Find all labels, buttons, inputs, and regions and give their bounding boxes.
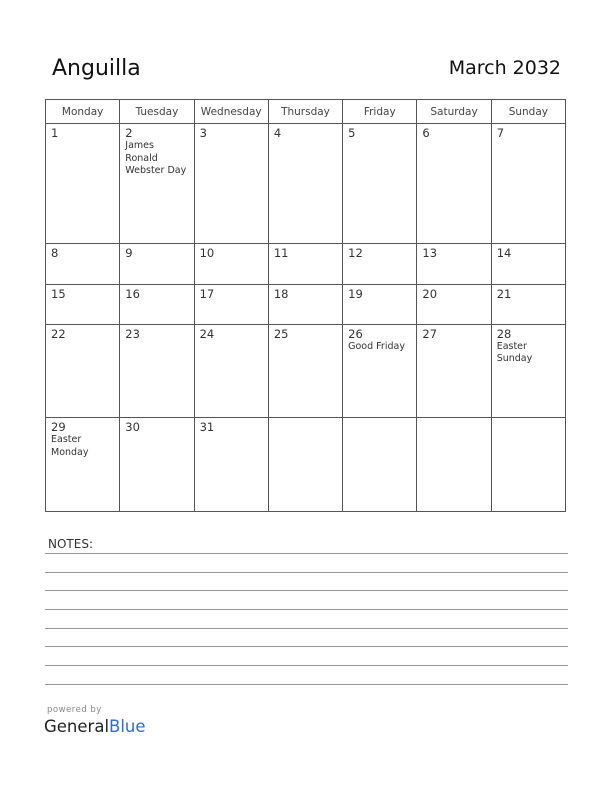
day-number: 22 [51,326,66,341]
note-line [45,628,568,629]
holiday-label: Sunday [496,353,533,365]
note-line [45,684,568,685]
day-cell[interactable] [194,324,268,418]
day-number: 7 [496,126,505,140]
notes-label: NOTES: [48,537,93,551]
day-number: 5 [348,126,356,140]
day-number: 6 [422,126,430,140]
holiday-label: Good Friday [348,340,405,352]
day-cell[interactable] [120,324,194,418]
day-number: 9 [125,246,133,261]
day-number: 14 [496,246,512,261]
holiday-label: Monday [51,446,89,458]
note-line [45,609,568,610]
day-number: 4 [273,126,282,140]
day-cell[interactable] [417,418,491,512]
day-number: 2 [125,126,133,140]
day-cell[interactable] [343,284,417,324]
day-number: 26 [348,326,363,341]
day-cell[interactable] [46,244,120,284]
day-number: 17 [199,286,215,301]
day-cell[interactable] [120,284,194,324]
day-cell[interactable] [268,124,342,244]
week-row [46,418,566,512]
day-number: 10 [199,246,215,261]
day-number: 23 [125,326,140,341]
day-cell[interactable] [491,244,565,284]
note-line [45,590,568,591]
day-cell[interactable] [194,244,268,284]
powered-by-text: powered by [47,705,102,715]
day-cell[interactable] [417,324,491,418]
day-number: 1 [51,126,59,140]
day-cell[interactable] [417,284,491,324]
day-number: 30 [125,420,140,435]
day-cell[interactable] [268,418,342,512]
day-number: 3 [199,126,207,140]
day-number: 12 [348,246,363,261]
day-cell[interactable] [417,124,491,244]
day-cell[interactable] [46,124,120,244]
weekday-header: Monday [46,100,120,124]
day-number: 28 [496,326,512,341]
calendar-grid [45,99,566,512]
day-cell[interactable] [46,324,120,418]
week-row [46,324,566,418]
day-number: 11 [273,246,289,261]
week-row [46,284,566,324]
day-number: 15 [51,286,66,301]
holiday-label: James [125,140,154,151]
day-cell[interactable] [194,124,268,244]
day-cell[interactable] [343,324,417,418]
day-cell[interactable] [343,418,417,512]
day-number: 8 [51,246,59,261]
weekday-header: Tuesday [120,100,194,124]
note-line [45,572,568,573]
day-cell[interactable] [491,324,565,418]
day-cell[interactable] [194,284,268,324]
day-number: 18 [273,286,289,301]
day-number: 16 [125,286,140,301]
day-number: 19 [348,286,363,301]
holiday-label: Webster Day [125,165,187,176]
generalblue-logo[interactable] [44,717,146,736]
holiday-label: Ronald [125,152,158,164]
day-number: 20 [422,286,438,301]
day-cell[interactable] [120,244,194,284]
note-line [45,665,568,666]
week-row [46,124,566,244]
day-number: 31 [199,420,215,435]
week-row [46,244,566,284]
day-cell[interactable] [343,244,417,284]
day-number: 25 [273,326,289,341]
day-number: 24 [199,326,215,341]
logo-text-blue: Blue [109,717,146,736]
weekday-header: Thursday [268,100,342,124]
day-cell[interactable] [46,418,120,512]
weekday-header: Sunday [491,100,565,124]
day-number: 27 [422,326,438,341]
weekday-header-row [46,100,566,124]
holiday-label: Easter [51,434,82,446]
day-number: 21 [496,286,512,301]
note-line [45,646,568,647]
day-cell[interactable] [120,418,194,512]
day-cell[interactable] [268,284,342,324]
day-cell[interactable] [194,418,268,512]
day-cell[interactable] [268,324,342,418]
day-cell[interactable] [417,244,491,284]
weekday-header: Wednesday [194,100,268,124]
day-cell[interactable] [268,244,342,284]
month-year-title: March 2032 [448,57,561,79]
country-title: Anguilla [52,56,141,81]
day-cell[interactable] [491,284,565,324]
note-line [45,553,568,554]
day-number: 29 [51,420,66,435]
logo-text-general: General [44,717,110,736]
day-number: 13 [422,246,438,261]
day-cell[interactable] [491,124,565,244]
holiday-label: Easter [496,340,527,352]
weekday-header: Friday [343,100,417,124]
day-cell[interactable] [46,284,120,324]
day-cell[interactable] [343,124,417,244]
day-cell[interactable] [491,418,565,512]
weekday-header: Saturday [417,100,491,124]
day-cell[interactable] [120,124,194,244]
